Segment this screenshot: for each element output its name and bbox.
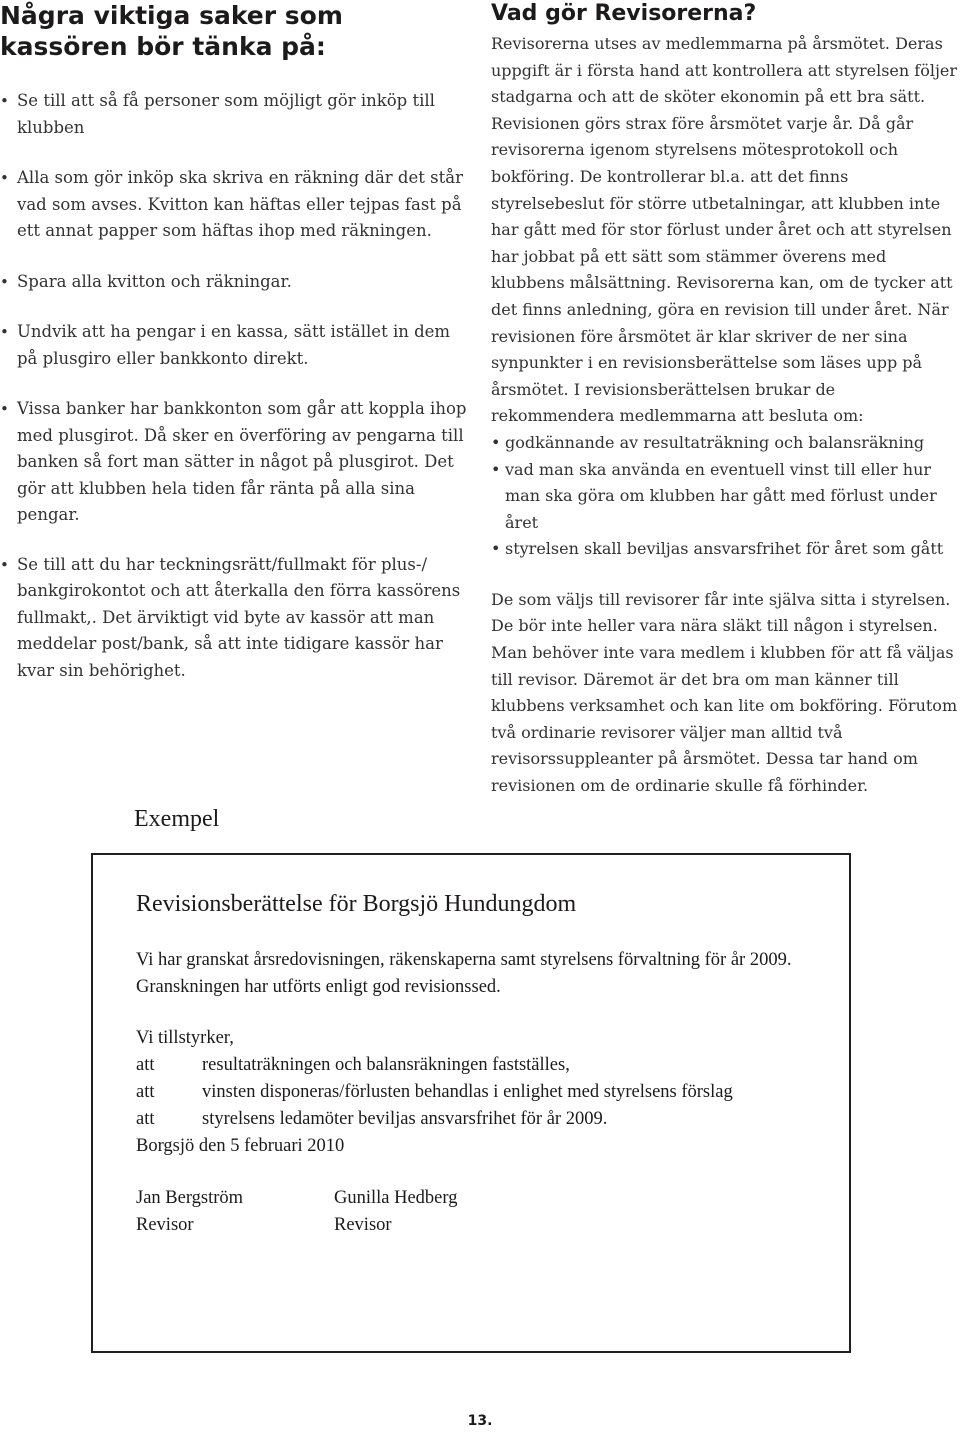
body-paragraph: De som väljs till revisorer får inte själva sitta i styrelsen. De bör inte heller vara nära släkt till någon i styrelsen. Man behöver inte vara medlem i klubben för att få väljas till revisor. Däremot är det bra om man känner till klubbens verksamhet och kan lite om bokföring. Förutom två ordinarie revisorer väljer man alltid två revisorssuppleanter på årsmötet. Dessa tar hand om revisionen om de ordinarie skulle få förhinder. <box>491 589 958 796</box>
list-item-text: vad man ska använda en eventuell vinst till eller hur man ska göra om klubben har gått med förlust under året <box>505 459 937 532</box>
signature-block <box>136 1185 334 1239</box>
list-item <box>0 269 468 296</box>
spacer <box>491 563 960 587</box>
att-label: att <box>136 1055 155 1075</box>
bullet-icon: • <box>0 400 9 418</box>
list-item <box>491 536 960 563</box>
list-item-text: Se till att du har teckningsrätt/fullmakt för plus-/ bankgirokontot och att återkalla den förra kassörens fullmakt,. Det ärviktigt vid byte av kassör att man meddelar post/bank, så att inte tidigare kassör har kvar sin behörighet. <box>17 554 461 680</box>
place-date: Borgsjö den 5 februari 2010 <box>136 1136 345 1156</box>
att-label: att <box>136 1109 155 1129</box>
revisorer-body <box>491 31 960 800</box>
bullet-icon: • <box>491 459 501 479</box>
att-label: att <box>136 1082 155 1102</box>
list-item <box>0 396 468 529</box>
bullet-icon: • <box>0 555 9 574</box>
example-label: Exempel <box>134 806 220 832</box>
signer-role: Revisor <box>136 1215 194 1235</box>
audit-report-box <box>91 853 851 1353</box>
list-item-text: styrelsen skall beviljas ansvarsfrihet för året som gått <box>505 539 944 559</box>
kassor-tips-list <box>0 88 468 684</box>
bullet-icon: • <box>0 92 9 110</box>
list-item <box>491 457 960 537</box>
bullet-icon: • <box>0 272 9 291</box>
list-item <box>0 88 468 141</box>
list-item-text: Spara alla kvitton och räkningar. <box>17 271 292 291</box>
signatures <box>136 1185 826 1239</box>
signature-block <box>334 1185 532 1239</box>
att-row <box>136 1052 826 1079</box>
list-item <box>0 319 468 372</box>
bullet-icon: • <box>0 323 9 341</box>
audit-report-recommend: Vi tillstyrker, <box>136 1028 234 1048</box>
page-number: 13. <box>467 1413 493 1429</box>
att-text: resultaträkningen och balansräkningen fastställes, <box>202 1055 570 1075</box>
list-item <box>0 552 468 685</box>
section-heading-revisorer: Vad gör Revisorerna? <box>491 1 757 26</box>
att-text: styrelsens ledamöter beviljas ansvarsfrihet för år 2009. <box>202 1109 608 1129</box>
att-text: vinsten disponeras/förlusten behandlas i enlighet med styrelsens förslag <box>202 1082 733 1102</box>
att-row <box>136 1106 826 1133</box>
audit-report-body <box>136 947 826 1239</box>
bullet-icon: • <box>0 169 9 187</box>
list-item-text: Undvik att ha pengar i en kassa, sätt istället in dem på plusgiro eller bankkonto direkt. <box>17 322 451 368</box>
section-heading-kassor: Några viktiga saker som kassören bör tänka på: <box>0 1 343 61</box>
list-item <box>0 165 468 245</box>
list-item-text: godkännande av resultaträkning och balansräkning <box>505 432 925 452</box>
body-paragraph: Revisorerna utses av medlemmarna på årsmötet. Deras uppgift är i första hand att kontrollera att styrelsen följer stadgarna och att de sköter ekonomin på ett bra sätt. Revisionen görs strax före årsmötet varje år. Då går revisorerna igenom styrelsens mötesprotokoll och bokföring. De kontrollerar bl.a. att det finns styrelsebeslut för större utbetalningar, att klubben inte har gått med för stor förlust under året och att styrelsen har jobbat på ett sätt som stämmer överens med klubbens målsättning. Revisorerna kan, om de tycker att det finns anledning, göra en revision till under året. När revisionen före årsmötet är klar skriver de ner sina synpunkter i en revisionsberättelse som läses upp på årsmötet. I revisionsberättelsen brukar de rekommendera medlemmarna att besluta om: <box>491 34 958 426</box>
signer-name: Gunilla Hedberg <box>334 1188 458 1208</box>
list-item-text: Alla som gör inköp ska skriva en räkning där det står vad som avses. Kvitton kan häftas eller tejpas fast på ett annat papper som häftas ihop med räkningen. <box>17 168 463 240</box>
list-item <box>491 430 960 457</box>
bullet-icon: • <box>491 539 501 559</box>
list-item-text: Vissa banker har bankkonton som går att koppla ihop med plusgirot. Då sker en överföring av pengarna till banken så fort man sätter in något på plusgirot. Det gör att klubben hela tiden får ränta på alla sina pengar. <box>17 399 467 524</box>
att-row <box>136 1079 826 1106</box>
list-item-text: Se till att så få personer som möjligt gör inköp till klubben <box>17 91 435 137</box>
signer-name: Jan Bergström <box>136 1188 244 1208</box>
audit-report-intro: Vi har granskat årsredovisningen, räkenskaperna samt styrelsens förvaltning för år 2009. Granskningen har utförts enligt god revisionssed. <box>136 950 792 997</box>
bullet-icon: • <box>491 432 501 452</box>
audit-report-title: Revisionsberättelse för Borgsjö Hundungdom <box>136 891 577 917</box>
signer-role: Revisor <box>334 1215 392 1235</box>
